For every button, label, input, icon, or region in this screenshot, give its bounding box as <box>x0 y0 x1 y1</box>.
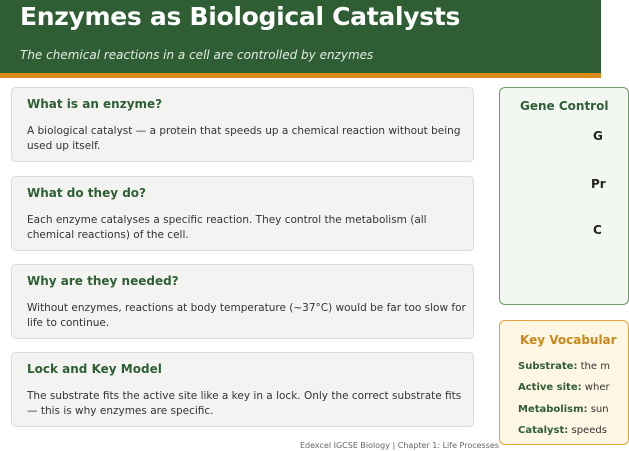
vocabulary-row <box>518 382 610 393</box>
card-title: What is an enzyme? <box>27 97 163 111</box>
info-card-what-is-enzyme <box>11 87 474 162</box>
gene-control-item: Pr <box>591 177 606 191</box>
vocabulary-term: Metabolism: <box>518 404 588 415</box>
card-text: The substrate fits the active site like a key in a lock. Only the correct substrate fits — this is why enzymes are specific. <box>27 390 462 417</box>
vocabulary-row <box>518 425 607 436</box>
gene-control-item: G <box>593 129 603 143</box>
info-card-what-do-they-do <box>11 176 474 251</box>
card-title: Lock and Key Model <box>27 362 162 376</box>
card-text: A biological catalyst — a protein that speeds up a chemical reaction without being used up itself. <box>27 125 461 152</box>
page-title: Enzymes as Biological Catalysts <box>20 2 461 31</box>
vocabulary-row <box>518 404 609 415</box>
accent-divider <box>0 73 601 78</box>
vocabulary-term: Substrate: <box>518 361 578 372</box>
gene-control-item: C <box>593 223 602 237</box>
card-title: What do they do? <box>27 186 147 200</box>
vocabulary-definition: the m <box>580 361 610 372</box>
info-card-why-needed <box>11 264 474 339</box>
vocabulary-definition: speeds <box>571 425 607 436</box>
card-title: Why are they needed? <box>27 274 179 288</box>
card-text: Each enzyme catalyses a specific reaction. They control the metabolism (all chemical reactions) of the cell. <box>27 214 427 241</box>
header-banner <box>0 0 601 73</box>
page-subtitle: The chemical reactions in a cell are controlled by enzymes <box>20 48 374 62</box>
vocabulary-definition: wher <box>584 382 610 393</box>
vocabulary-term: Catalyst: <box>518 425 569 436</box>
gene-control-title: Gene Control <box>520 99 609 113</box>
card-text: Without enzymes, reactions at body temperature (~37°C) would be far too slow for life to continue. <box>27 302 466 329</box>
vocabulary-title: Key Vocabular <box>520 333 617 347</box>
vocabulary-term: Active site: <box>518 382 582 393</box>
gene-control-panel <box>499 87 629 305</box>
key-vocabulary-panel <box>499 320 629 445</box>
vocabulary-row <box>518 361 610 372</box>
vocabulary-definition: sun <box>590 404 609 415</box>
footer-text: Edexcel IGCSE Biology | Chapter 1: Life Processes <box>300 441 499 450</box>
info-card-lock-and-key <box>11 352 474 427</box>
